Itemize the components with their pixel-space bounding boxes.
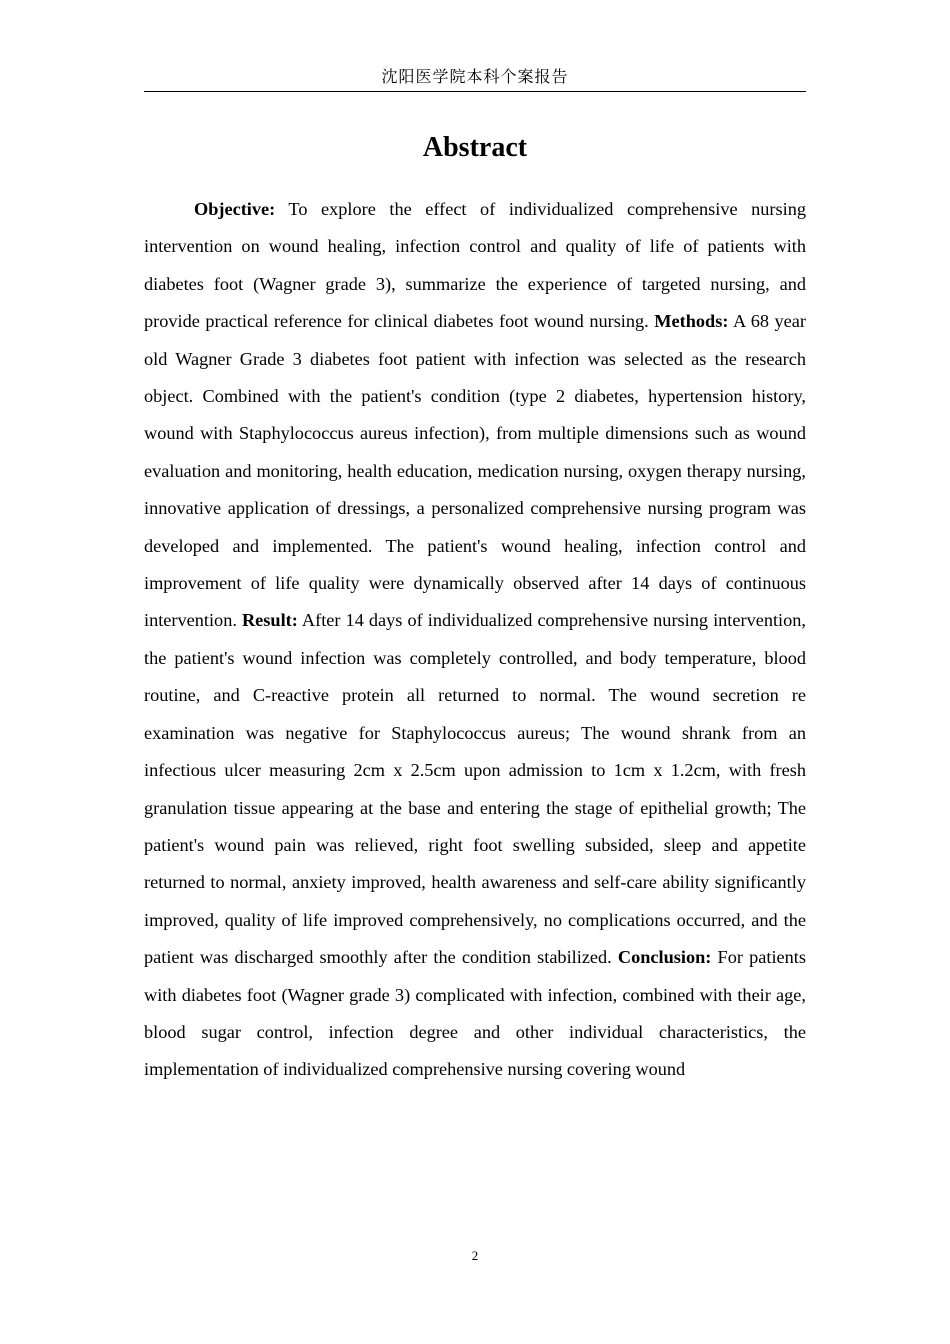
objective-label: Objective: [194,199,276,219]
conclusion-label: Conclusion: [617,947,712,968]
result-text: After 14 days of individualized comprehensive nursing intervention, the patient's wound infection was completely controlled, and body temperature, blood routine, and C-reactive protein all returned to normal. The wound secretion re examination was negative for Staphylococcus aureus; The wound shrank from an infectious ulcer measuring 2cm x 2.5cm upon admission to 1cm x 1.2cm, with fresh granulation tissue appearing at the base and entering the stage of epithelial growth; The patient's wound pain was relieved, right foot swelling subsided, sleep and appetite returned to normal, anxiety improved, health awareness and self-care ability significantly improved, quality of life improved comprehensively, no complications occurred, and the patient was discharged smoothly after the condition stabilized. [144,610,806,968]
methods-text: A 68 year old Wagner Grade 3 diabetes foot patient with infection was selected as the research object. Combined with the patient's condition (type 2 diabetes, hypertension history, wound with Staphylococcus aureus infection), from multiple dimensions such as wound evaluation and monitoring, health education, medication nursing, oxygen therapy nursing, innovative application of dressings, a personalized comprehensive nursing program was developed and implemented. The patient's wound healing, infection control and improvement of life quality were dynamically observed after 14 days of continuous intervention. [144,311,806,631]
page-header [144,64,806,92]
abstract-body [144,191,806,1089]
conclusion-text: For patients with diabetes foot (Wagner grade 3) complicated with infection, combined with their age, blood sugar control, infection degree and other individual characteristics, the implementation of individualized comprehensive nursing covering wound [144,947,806,1080]
result-label: Result: [241,610,298,631]
objective-text: To explore the effect of individualized comprehensive nursing intervention on wound healing, infection control and quality of life of patients with diabetes foot (Wagner grade 3), summarize the experience of targeted nursing, and provide practical reference for clinical diabetes foot wound nursing. [144,199,806,332]
abstract-title: Abstract [422,132,528,163]
page-number: 2 [471,1248,479,1263]
methods-label: Methods: [654,311,729,332]
running-title: 沈阳医学院本科个案报告 [381,67,569,86]
